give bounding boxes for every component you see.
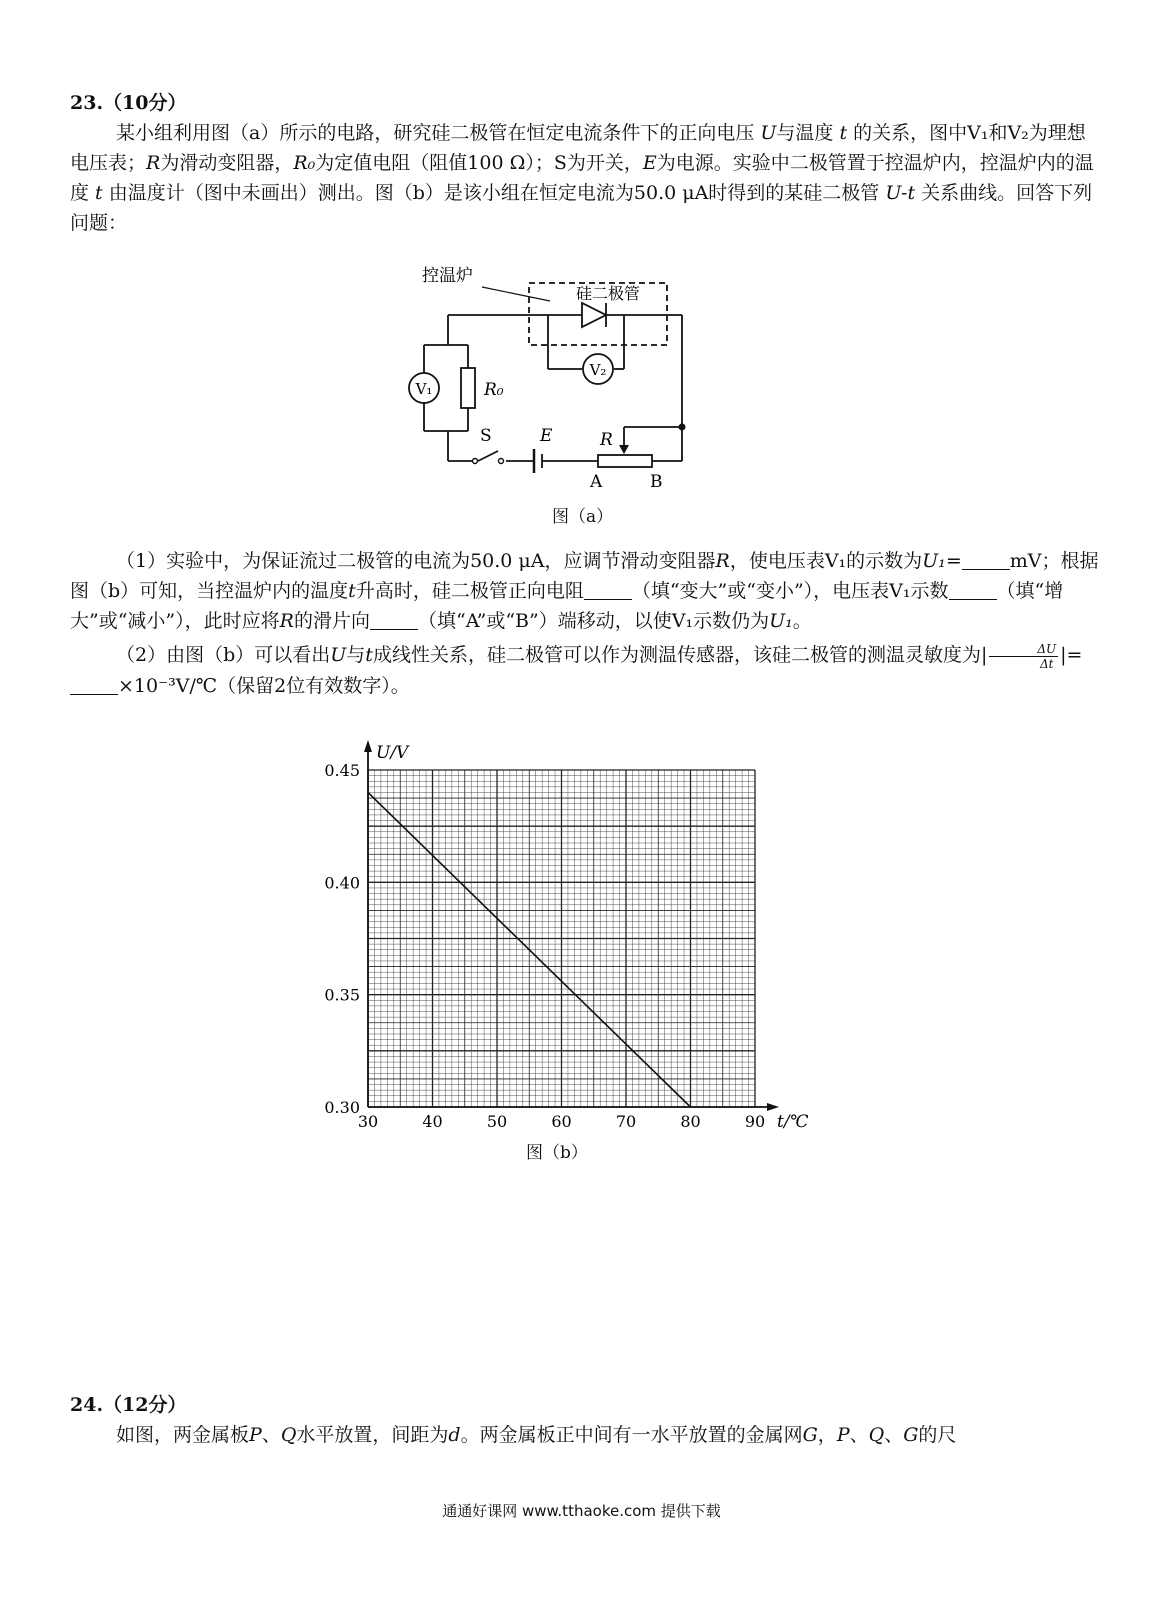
y-tick-label: 0.30 [324,1098,360,1117]
answer-blank-sensitivity[interactable] [70,676,118,695]
y-tick-label: 0.35 [324,985,360,1005]
y-tick-label: 0.45 [324,761,360,780]
furnace-label: 控温炉 [422,266,473,286]
answer-blank-v1-reading[interactable] [949,581,997,600]
end-b-label: B [650,472,663,492]
x-axis-label: t/℃ [777,1112,809,1132]
question-23 [70,88,1100,238]
tick-labels [324,761,765,1131]
chart-caption: 图（b） [526,1143,588,1163]
circuit-diagram [400,255,700,525]
switch-label: S [480,426,492,446]
battery-label: E [540,426,553,446]
x-tick-label: 80 [680,1112,701,1131]
y-tick-label: 0.40 [324,873,360,893]
v1-label: V₁ [415,380,433,398]
part-2: （2）由图（b）可以看出U与t成线性关系，硅二极管可以作为测温传感器，该硅二极管的测温灵敏度为| $\frac{\Delta U}{\Delta t}$ |=×10⁻³V/℃（保留2位有效数字）。 [70,640,1100,701]
answer-blank-slider-direction[interactable] [370,611,418,630]
answer-blank-resistance[interactable] [584,581,632,600]
question-23-heading: 23.（10分） [70,92,187,114]
question-24-text: 如图，两金属板P、Q水平放置，间距为d。两金属板正中间有一水平放置的金属网G，P、Q、G的尺 [116,1424,957,1446]
x-tick-label: 50 [486,1112,508,1131]
x-tick-label: 70 [615,1112,637,1131]
x-tick-label: 40 [422,1112,443,1131]
x-tick-label: 90 [744,1112,766,1131]
r0-label: R₀ [484,380,504,400]
u-t-chart [310,740,830,1140]
footer: 通通好课网 www.tthaoke.com 提供下载 [442,1502,721,1520]
sensitivity-fraction: $\frac{\Delta U}{\Delta t}$ [989,642,1058,671]
rheostat-label: R [600,430,613,450]
diode-label: 硅二极管 [576,284,641,303]
question-23-intro: 某小组利用图（a）所示的电路，研究硅二极管在恒定电流条件下的正向电压 U与温度 t 的关系，图中V₁和V₂为理想电压表；R为滑动变阻器，R₀为定值电阻（阻值100 Ω）；S为开关，E为电源。实验中二极管置于控温炉内，控温炉内的温度 t 由温度计（图中未画出）测出。图（b）是该小组在恒定电流为50.0 μA时得到的某硅二极管 U-t 关系曲线。回答下列问题： [70,122,1094,234]
x-tick-label: 60 [551,1112,572,1131]
question-24-heading: 24.（12分） [70,1394,187,1416]
y-axis-arrow [364,740,372,752]
question-23-parts [70,546,1100,701]
x-tick-label: 30 [357,1112,379,1131]
answer-blank-u1[interactable] [962,551,1010,570]
y-axis-label: U/V [376,743,409,763]
x-axis-arrow [767,1103,779,1111]
circuit-caption: 图（a） [552,507,614,527]
v2-label: V₂ [589,361,607,379]
end-a-label: A [590,472,603,492]
question-24 [70,1390,1100,1450]
part-1: （1）实验中，为保证流过二极管的电流为50.0 μA，应调节滑动变阻器R，使电压表V₁的示数为U₁= mV；根据图（b）可知，当控温炉内的温度t升高时，硅二极管正向电阻 （填“变大”或“变小”），电压表V₁示数 （填“增大”或“减小”），此时应将R的滑片向 （填“A”或“B”）端移动，以使V₁示数仍为U₁。 [70,550,1099,632]
